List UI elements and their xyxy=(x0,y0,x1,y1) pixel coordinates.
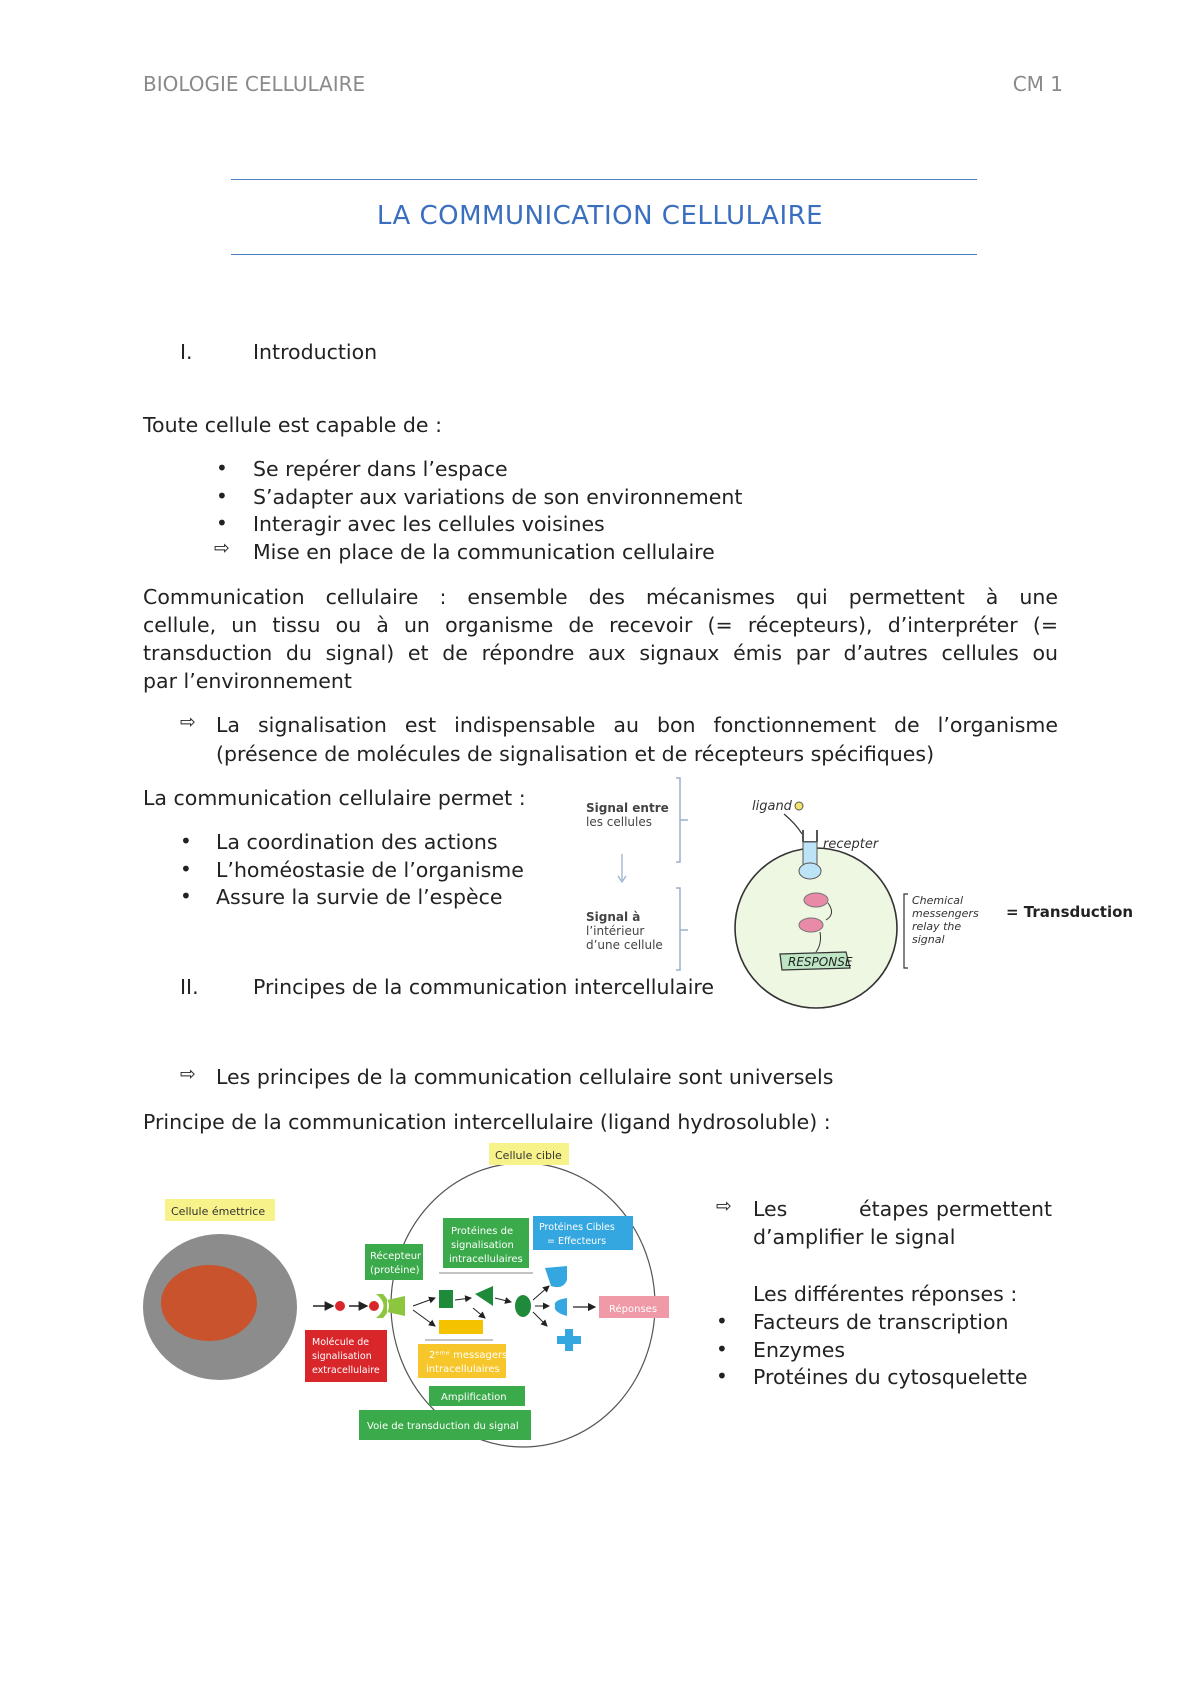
receptor-label: recepter xyxy=(823,837,879,852)
signal-between-label-2: les cellules xyxy=(586,815,653,829)
bullet-icon: • xyxy=(180,884,192,908)
ligand-dot xyxy=(335,1301,345,1311)
proteines-sig-label-1: Protéines de xyxy=(451,1226,514,1237)
reponse-bullet-3: Protéines du cytosquelette xyxy=(753,1365,1028,1389)
definition-line-3: transduction du signal) et de répondre aux signaux émis par d’autres cellules ou xyxy=(143,641,1058,665)
arrow-right-icon: ⇨ xyxy=(180,1063,196,1085)
transduction-figure xyxy=(570,768,1134,1008)
signal-inside-label-2: l’intérieur xyxy=(586,924,645,938)
reponse-bullet-1: Facteurs de transcription xyxy=(753,1310,1009,1334)
running-header-right: CM 1 xyxy=(1012,72,1063,96)
intro-bullet-1: Se repérer dans l’espace xyxy=(253,457,508,481)
reponses-label: Réponses xyxy=(609,1304,658,1315)
title-rule-top xyxy=(231,179,977,180)
cellule-emettrice-label: Cellule émettrice xyxy=(171,1205,266,1218)
second-messenger xyxy=(439,1320,483,1334)
cascade-arrow xyxy=(413,1310,435,1326)
cascade-arrow xyxy=(495,1298,511,1302)
universels-text: Les principes de la communication cellulaire sont universels xyxy=(216,1065,834,1089)
intro-arrow-item: Mise en place de la communication cellulaire xyxy=(253,540,715,564)
response-label: RESPONSE xyxy=(788,955,853,969)
principe-text: Principe de la communication intercellulaire (ligand hydrosoluble) : xyxy=(143,1110,831,1134)
signal-between-label-1: Signal entre xyxy=(586,801,669,815)
bullet-icon: • xyxy=(180,857,192,881)
cascade-protein xyxy=(515,1295,531,1317)
receptor-shape xyxy=(803,830,817,842)
etapes-word-2: étapes xyxy=(859,1197,929,1221)
cascade-arrow xyxy=(473,1308,485,1318)
chem-bracket xyxy=(904,894,908,968)
chem-label-1: Chemical xyxy=(912,894,964,907)
title-rule-bottom xyxy=(231,254,977,255)
permet-bullet-1: La coordination des actions xyxy=(216,830,498,854)
cascade-arrow xyxy=(455,1298,471,1300)
permet-bullet-2: L’homéostasie de l’organisme xyxy=(216,858,524,882)
transduction-label: = Transduction xyxy=(1006,903,1134,921)
cascade-protein xyxy=(439,1290,453,1308)
messenger-2 xyxy=(799,918,823,932)
emitting-cell-nucleus xyxy=(161,1265,257,1341)
recepteur-label-1: Récepteur xyxy=(370,1251,422,1262)
cascade-arrow xyxy=(533,1312,547,1326)
permet-lead: La communication cellulaire permet : xyxy=(143,786,526,810)
definition-line-4: par l’environnement xyxy=(143,669,352,693)
signal-inside-label-3: d’une cellule xyxy=(586,938,663,952)
ligand-label: ligand xyxy=(752,799,792,814)
molecule-label-2: signalisation xyxy=(312,1351,372,1362)
intro-bullet-3: Interagir avec les cellules voisines xyxy=(253,512,605,536)
molecule-label-1: Molécule de xyxy=(312,1337,370,1348)
ligand-dot xyxy=(795,802,803,810)
etapes-line-2: d’amplifier le signal xyxy=(753,1225,956,1249)
bullet-icon: • xyxy=(716,1337,728,1361)
intro-bullet-2: S’adapter aux variations de son environnement xyxy=(253,485,743,509)
signalisation-line-2: (présence de molécules de signalisation et de récepteurs spécifiques) xyxy=(216,742,935,766)
definition-line-1: Communication cellulaire : ensemble des mécanismes qui permettent à une xyxy=(143,585,1058,609)
chem-label-3: relay the xyxy=(912,920,962,933)
bracket-bottom xyxy=(676,888,680,970)
reponses-lead: Les différentes réponses : xyxy=(753,1282,1018,1306)
messenger-1 xyxy=(804,893,828,907)
ligand-dot xyxy=(369,1301,379,1311)
arrow-right-icon: ⇨ xyxy=(716,1195,732,1217)
running-header-left: BIOLOGIE CELLULAIRE xyxy=(143,72,366,96)
bullet-icon: • xyxy=(216,456,228,480)
signal-inside-label-1: Signal à xyxy=(586,910,641,924)
cellule-cible-label: Cellule cible xyxy=(495,1149,562,1162)
etapes-word-3: permettent xyxy=(936,1197,1052,1221)
chem-label-4: signal xyxy=(912,933,945,946)
bullet-icon: • xyxy=(716,1364,728,1388)
cascade-arrow xyxy=(533,1286,549,1300)
section-1-number: I. xyxy=(180,340,193,364)
signalisation-line-1: La signalisation est indispensable au bon fonctionnement de l’organisme xyxy=(216,713,1058,737)
effector-protein xyxy=(557,1329,581,1351)
receptor-shape xyxy=(376,1294,405,1318)
bullet-icon: • xyxy=(180,829,192,853)
section-1-heading: Introduction xyxy=(253,340,378,364)
cascade-arrow xyxy=(413,1298,435,1306)
section-2-heading: Principes de la communication intercellulaire xyxy=(253,975,714,999)
definition-line-2: cellule, un tissu ou à un organisme de recevoir (= récepteurs), d’interpréter (= xyxy=(143,613,1058,637)
permet-bullet-3: Assure la survie de l’espèce xyxy=(216,885,503,909)
messagers-label-1: 2ᵉᵐᵉ messagers xyxy=(429,1350,508,1361)
bracket-top xyxy=(676,778,680,862)
document-title: LA COMMUNICATION CELLULAIRE xyxy=(376,201,824,231)
proteines-sig-label-3: intracellulaires xyxy=(449,1254,523,1265)
effector-protein xyxy=(545,1266,567,1287)
intro-lead: Toute cellule est capable de : xyxy=(143,413,442,437)
bullet-icon: • xyxy=(716,1309,728,1333)
section-2-number: II. xyxy=(180,975,199,999)
reponse-bullet-2: Enzymes xyxy=(753,1338,846,1362)
bullet-icon: • xyxy=(216,484,228,508)
arrow-right-icon: ⇨ xyxy=(180,711,196,733)
effector-protein xyxy=(555,1298,567,1316)
intercellular-diagram xyxy=(143,1140,673,1450)
cascade-protein xyxy=(475,1286,493,1306)
etapes-word-1: Les xyxy=(753,1197,788,1221)
ligand-arrow xyxy=(784,814,802,834)
chem-label-2: messengers xyxy=(912,907,979,920)
proteines-cibles-label-1: Protéines Cibles xyxy=(539,1222,615,1233)
recepteur-label-2: (protéine) xyxy=(370,1265,420,1276)
receptor-base xyxy=(799,863,821,879)
messagers-label-2: intracellulaires xyxy=(426,1364,500,1375)
proteines-sig-label-2: signalisation xyxy=(451,1240,514,1251)
voie-label: Voie de transduction du signal xyxy=(367,1421,519,1432)
arrow-right-icon: ⇨ xyxy=(214,537,230,559)
molecule-label-3: extracellulaire xyxy=(312,1365,380,1376)
bullet-icon: • xyxy=(216,511,228,535)
amplification-label: Amplification xyxy=(441,1392,507,1403)
proteines-cibles-label-2: = Effecteurs xyxy=(547,1236,607,1247)
